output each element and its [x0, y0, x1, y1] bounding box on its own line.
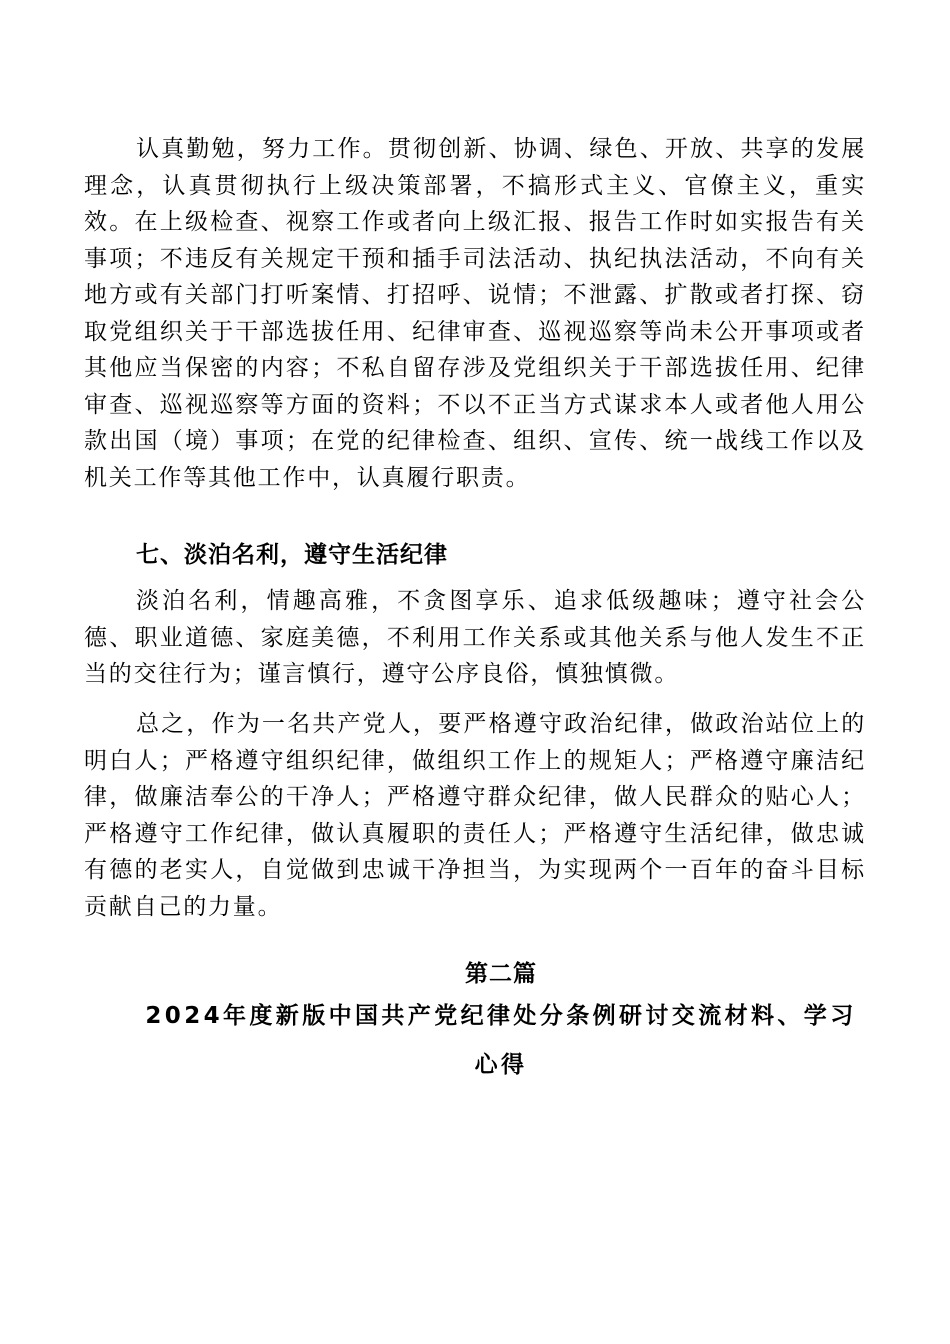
chapter-label: 第二篇 [465, 961, 537, 987]
paragraph-summary: 总之，作为一名共产党人，要严格遵守政治纪律，做政治站位上的明白人；严格遵守组织纪律，做组织工作上的规矩人；严格遵守廉洁纪律，做廉洁奉公的干净人；严格遵守群众纪律，做人民群众的贴心人；严格遵守工作纪律，做认真履职的责任人；严格遵守生活纪律，做忠诚有德的老实人，自觉做到忠诚干净担当，为实现两个一百年的奋斗目标贡献自己的力量。 [84, 711, 866, 920]
paragraph-life-discipline: 淡泊名利，情趣高雅，不贪图享乐、追求低级趣味；遵守社会公德、职业道德、家庭美德，不利用工作关系或其他关系与他人发生不正当的交往行为；谨言慎行，遵守公序良俗，慎独慎微。 [84, 588, 866, 687]
section-heading-seven: 七、淡泊名利，遵守生活纪律 [136, 542, 448, 568]
paragraph-work-discipline: 认真勤勉，努力工作。贯彻创新、协调、绿色、开放、共享的发展理念，认真贯彻执行上级决策部署，不搞形式主义、官僚主义，重实效。在上级检查、视察工作或者向上级汇报、报告工作时如实报告有关事项；不违反有关规定干预和插手司法活动、执纪执法活动，不向有关地方或有关部门打听案情、打招呼、说情；不泄露、扩散或者打探、窃取党组织关于干部选拔任用、纪律审查、巡视巡察等尚未公开事项或者其他应当保密的内容；不私自留存涉及党组织关于干部选拔任用、纪律审查、巡视巡察等方面的资料；不以不正当方式谋求本人或者他人用公款出国（境）事项；在党的纪律检查、组织、宣传、统一战线工作以及机关工作等其他工作中，认真履行职责。 [84, 136, 866, 491]
document-title: 2024年度新版中国共产党纪律处分条例研讨交流材料、学习心得 [145, 1003, 857, 1078]
